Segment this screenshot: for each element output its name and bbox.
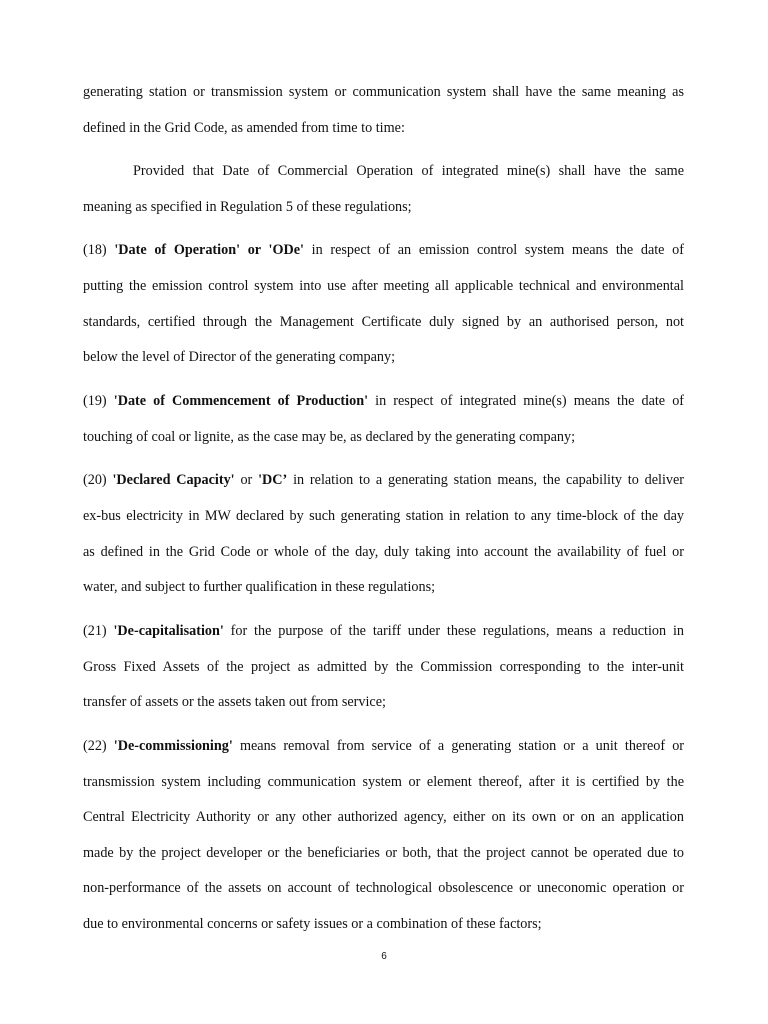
clause-19-first-rest: in respect of integrated mine(s) means the date of xyxy=(375,393,685,409)
clause-21-line-2: Gross Fixed Assets of the project as admitted by the Commission corresponding to the inter-unit xyxy=(83,659,684,675)
clause-20-line-2: ex-bus electricity in MW declared by such generating station in relation to any time-block of the day xyxy=(83,508,684,524)
clause-22-line-5: non-performance of the assets on account of technological obsolescence or uneconomic operation or xyxy=(83,880,684,896)
clause-18-line-2: putting the emission control system into use after meeting all applicable technical and environmental xyxy=(83,278,684,294)
clause-22-line-3: Central Electricity Authority or any other authorized agency, either on its own or on an application xyxy=(83,809,684,825)
clause-19-first-line xyxy=(83,391,684,411)
clause-20-term-2: 'DC’ xyxy=(258,472,288,488)
clause-22-term: 'De-commissioning' xyxy=(113,738,233,754)
clause-20-number: (20) xyxy=(83,472,107,488)
clause-19-line-2: touching of coal or lignite, as the case may be, as declared by the generating company; xyxy=(83,429,576,445)
clause-20-connector: or xyxy=(240,472,253,488)
clause-18-line-4: below the level of Director of the generating company; xyxy=(83,349,396,365)
page-number: 6 xyxy=(381,951,387,962)
clause-20-first-rest: in relation to a generating station means, the capability to deliver xyxy=(293,472,685,488)
clause-22-number: (22) xyxy=(83,738,107,754)
clause-21-first-rest: for the purpose of the tariff under these regulations, means a reduction in xyxy=(230,623,684,639)
clause-20-line-3: as defined in the Grid Code or whole of the day, duly taking into account the availability of fuel or xyxy=(83,544,684,560)
clause-20-first-line xyxy=(83,470,684,490)
clause-22-line-4: made by the project developer or the beneficiaries or both, that the project cannot be operated due to xyxy=(83,845,684,861)
proviso-line-2: meaning as specified in Regulation 5 of these regulations; xyxy=(83,199,412,215)
clause-21-term: 'De-capitalisation' xyxy=(113,623,224,639)
proviso-line-1: Provided that Date of Commercial Operation of integrated mine(s) shall have the same xyxy=(133,163,684,179)
clause-20-term: 'Declared Capacity' xyxy=(112,472,235,488)
clause-18-term: 'Date of Operation' or 'ODe' xyxy=(114,242,304,258)
clause-21-first-line xyxy=(83,621,684,641)
clause-22-first-rest: means removal from service of a generating station or a unit thereof or xyxy=(239,738,685,754)
clause-20-line-4: water, and subject to further qualification in these regulations; xyxy=(83,579,436,595)
clause-19-term: 'Date of Commencement of Production' xyxy=(113,393,369,409)
intro-line-2: defined in the Grid Code, as amended from time to time: xyxy=(83,120,405,136)
clause-21-line-3: transfer of assets or the assets taken out from service; xyxy=(83,694,386,710)
clause-18-first-line xyxy=(83,240,684,260)
clause-18-number: (18) xyxy=(83,242,107,258)
clause-21-number: (21) xyxy=(83,623,107,639)
intro-line-1: generating station or transmission system or communication system shall have the same meaning as xyxy=(83,84,684,100)
clause-19-number: (19) xyxy=(83,393,107,409)
clause-22-first-line xyxy=(83,736,684,756)
clause-22-line-2: transmission system including communication system or element thereof, after it is certified by the xyxy=(83,774,684,790)
clause-22-line-6: due to environmental concerns or safety issues or a combination of these factors; xyxy=(83,916,542,932)
clause-18-line-3: standards, certified through the Management Certificate duly signed by an authorised person, not xyxy=(83,314,684,330)
clause-18-first-rest: in respect of an emission control system means the date of xyxy=(311,242,684,258)
